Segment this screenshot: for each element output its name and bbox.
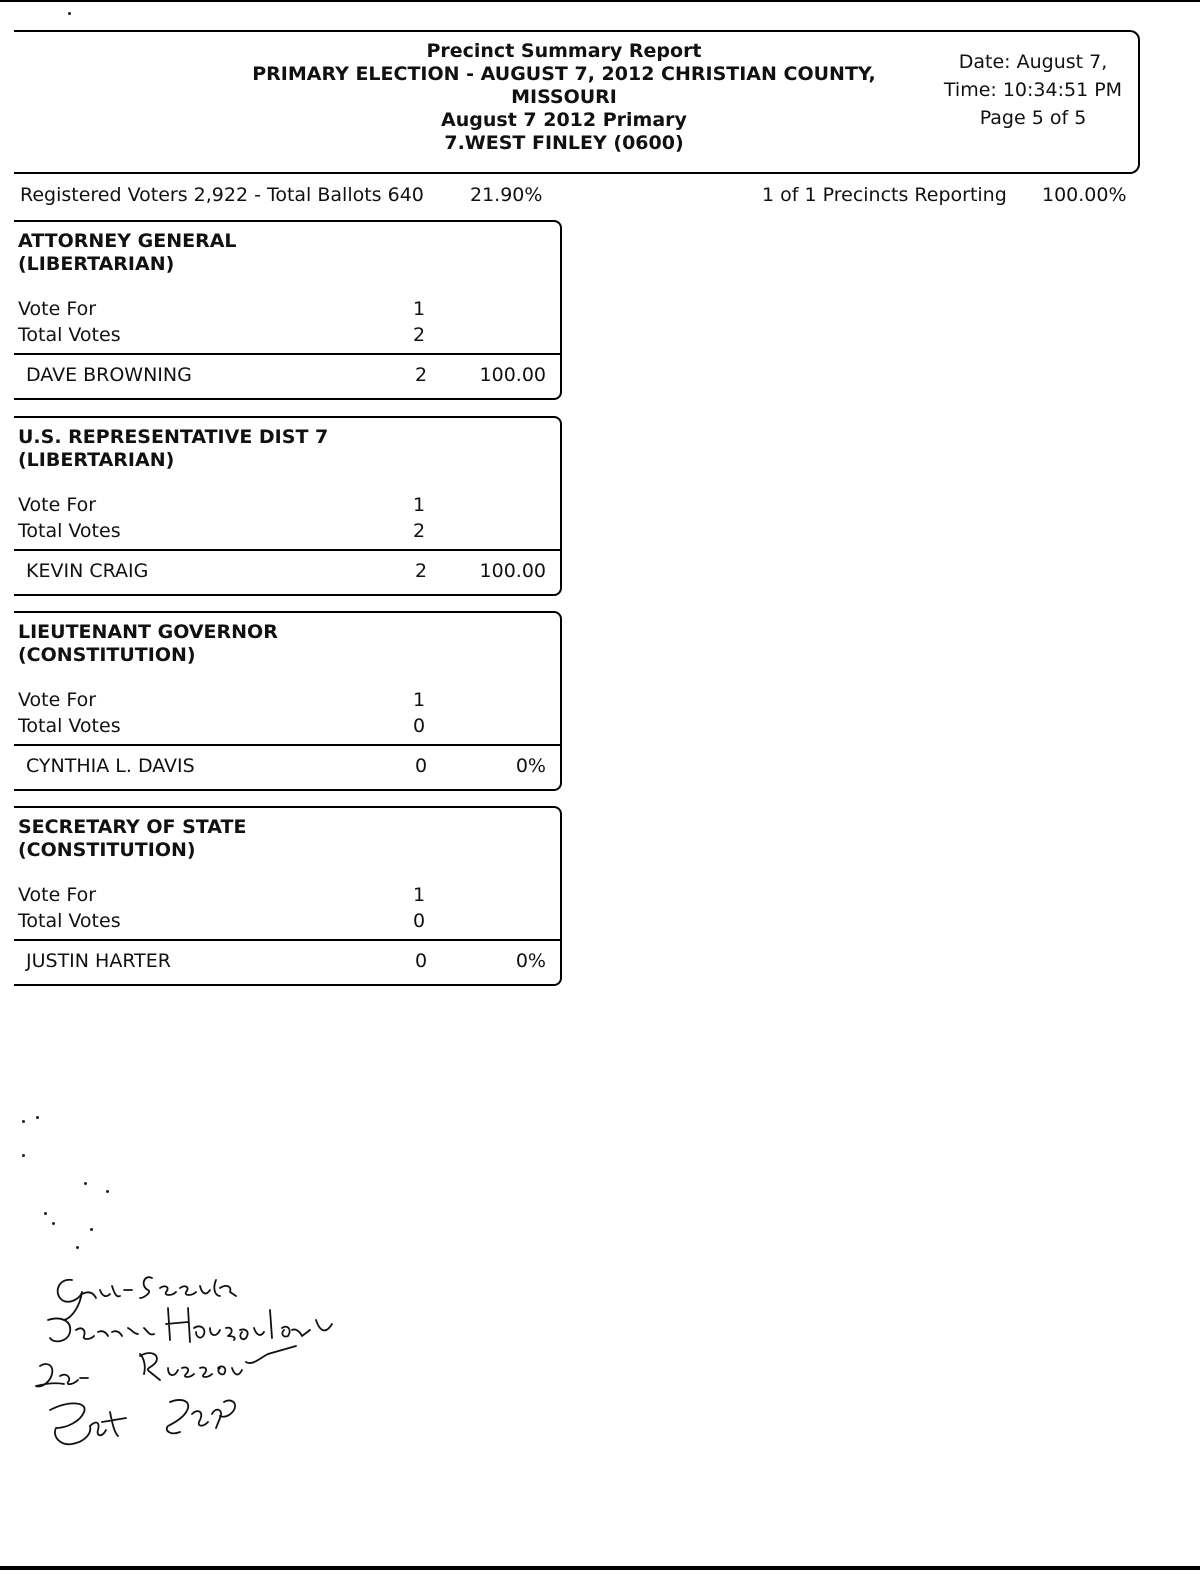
- report-title-line: PRIMARY ELECTION - AUGUST 7, 2012 CHRISTIAN COUNTY,: [252, 63, 876, 85]
- top-rule: [0, 0, 1200, 2]
- scan-speck: [52, 1222, 55, 1225]
- vote-for-value: 1: [412, 298, 426, 320]
- report-time: Time: 10:34:51 PM: [943, 79, 1123, 101]
- candidate-votes: 2: [414, 560, 428, 582]
- signature-graphic: [20, 1250, 420, 1490]
- vote-for-label: Vote For: [18, 884, 97, 906]
- vote-for-value: 1: [412, 884, 426, 906]
- total-votes-value: 2: [412, 324, 426, 346]
- vote-for-value: 1: [412, 689, 426, 711]
- total-votes-value: 2: [412, 520, 426, 542]
- scan-speck: [22, 1120, 25, 1123]
- report-meta: [938, 48, 1128, 132]
- signature-1: [58, 1277, 236, 1320]
- scan-speck: [90, 1228, 93, 1231]
- candidate-pct: 100.00: [479, 560, 546, 582]
- contest-title-line: SECRETARY OF STATE: [18, 816, 247, 838]
- turnout-pct: 21.90%: [470, 184, 543, 206]
- candidate-votes: 0: [414, 950, 428, 972]
- contest-lieutenant-governor: [14, 611, 562, 791]
- candidate-name: DAVE BROWNING: [26, 364, 192, 386]
- divider: [14, 353, 560, 355]
- report-header: [14, 30, 1140, 174]
- scan-speck: [106, 1190, 109, 1193]
- candidate-votes: 0: [414, 755, 428, 777]
- signatures: [20, 1250, 420, 1490]
- vote-for-label: Vote For: [18, 494, 97, 516]
- contest-title-line: ATTORNEY GENERAL: [18, 230, 237, 252]
- contest-title-line: U.S. REPRESENTATIVE DIST 7: [18, 426, 329, 448]
- scan-speck: [44, 1212, 47, 1215]
- precincts-reporting: 1 of 1 Precincts Reporting: [762, 184, 1007, 206]
- report-title-line: Precinct Summary Report: [426, 40, 702, 62]
- scan-speck: [68, 12, 71, 15]
- vote-for-value: 1: [412, 494, 426, 516]
- total-votes-value: 0: [412, 910, 426, 932]
- divider: [14, 939, 560, 941]
- contest-party: (LIBERTARIAN): [18, 449, 175, 471]
- reporting-pct: 100.00%: [1042, 184, 1127, 206]
- total-votes-label: Total Votes: [18, 910, 121, 932]
- total-votes-label: Total Votes: [18, 324, 121, 346]
- total-votes-label: Total Votes: [18, 715, 121, 737]
- contest-party: (CONSTITUTION): [18, 644, 196, 666]
- report-title-line: 7.WEST FINLEY (0600): [444, 132, 684, 154]
- contest-title: [18, 816, 246, 862]
- bottom-rule: [0, 1566, 1200, 1570]
- candidate-name: KEVIN CRAIG: [26, 560, 149, 582]
- scan-speck: [76, 1246, 79, 1249]
- signature-2: [48, 1308, 332, 1342]
- vote-for-label: Vote For: [18, 689, 97, 711]
- contest-attorney-general: [14, 220, 562, 400]
- scan-speck: [36, 1116, 39, 1119]
- candidate-name: JUSTIN HARTER: [26, 950, 171, 972]
- signature-3: [36, 1346, 296, 1386]
- report-title-line: August 7 2012 Primary: [441, 109, 687, 131]
- report-title-line: MISSOURI: [511, 86, 617, 108]
- report-date: Date: August 7,: [958, 51, 1108, 73]
- candidate-pct: 0%: [515, 755, 546, 777]
- signature-4: [50, 1400, 235, 1444]
- candidate-votes: 2: [414, 364, 428, 386]
- candidate-pct: 0%: [515, 950, 546, 972]
- scan-speck: [22, 1154, 25, 1157]
- report-title: [224, 40, 904, 155]
- candidate-name: CYNTHIA L. DAVIS: [26, 755, 195, 777]
- contest-title: [18, 621, 278, 667]
- contest-us-representative: [14, 416, 562, 596]
- registered-ballots: Registered Voters 2,922 - Total Ballots 640: [20, 184, 424, 206]
- contest-title: [18, 426, 328, 472]
- contest-secretary-of-state: [14, 806, 562, 986]
- page-number: Page 5 of 5: [979, 107, 1087, 129]
- candidate-pct: 100.00: [479, 364, 546, 386]
- vote-for-label: Vote For: [18, 298, 97, 320]
- contest-title: [18, 230, 237, 276]
- total-votes-value: 0: [412, 715, 426, 737]
- divider: [14, 549, 560, 551]
- total-votes-label: Total Votes: [18, 520, 121, 542]
- contest-party: (CONSTITUTION): [18, 839, 196, 861]
- scan-speck: [84, 1182, 87, 1185]
- contest-party: (LIBERTARIAN): [18, 253, 175, 275]
- contest-title-line: LIEUTENANT GOVERNOR: [18, 621, 278, 643]
- divider: [14, 744, 560, 746]
